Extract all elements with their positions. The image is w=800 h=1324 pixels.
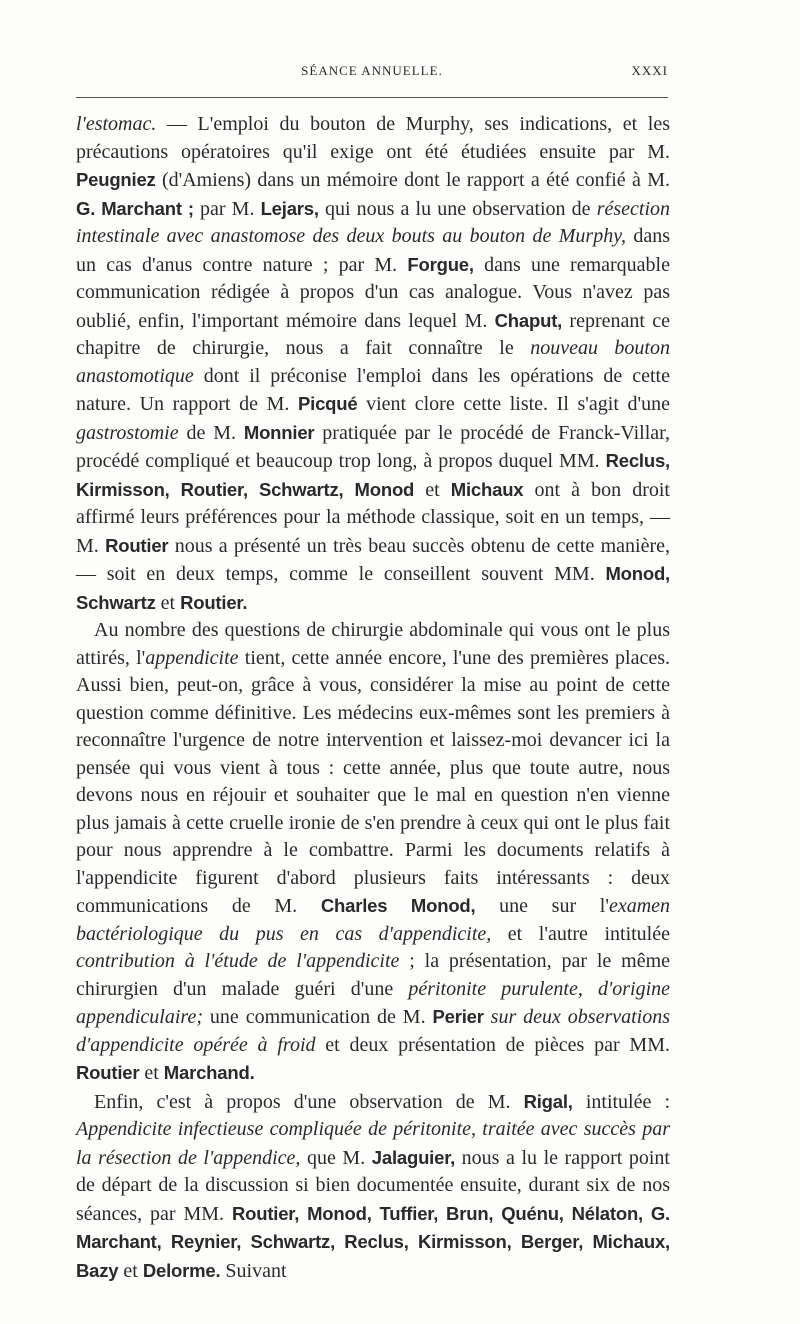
p2-s5: une sur l' [475, 895, 609, 917]
p2-s10: péritonite purulente, d'origine appendiculaire; [76, 977, 671, 1028]
p2-s12: Perier [432, 1006, 484, 1027]
p2-s2: appendicite [145, 646, 239, 669]
p3-s1: Enfin, c'est à propos d'une observation de M. [94, 1090, 524, 1113]
p2-s16: Routier [76, 1062, 140, 1083]
p1-s24: et [414, 478, 451, 501]
p1-s1: l'estomac. [76, 113, 157, 135]
p2-s6: examen bactériologique du pus en cas d'appendicite, [76, 895, 671, 945]
p2-s4: Charles Monod, [320, 895, 476, 916]
p1-s4: (d'Amiens) dans un mémoire dont le rapport a été confié à M. [155, 169, 670, 191]
p1-s22: pratiquée par le procédé de Franck-Villar, procédé compliqué et beaucoup trop long, à propos duquel MM. [76, 421, 670, 472]
running-title: SÉANCE ANNUELLE. [301, 63, 443, 78]
p1-s25: Michaux [450, 478, 524, 500]
p1-s3: Peugniez [76, 169, 156, 190]
header-rule [76, 97, 668, 98]
p2-s8: contribution à l'étude de l'appendicite [76, 950, 400, 972]
p3-s9: et [118, 1259, 143, 1282]
paragraph-3 [76, 1088, 670, 1286]
p1-s20: de M. [178, 421, 244, 444]
page-number: XXXI [631, 63, 668, 78]
p1-s2: — L'emploi du bouton de Murphy, ses indications, et les précautions opératoires qu'il exige ont été étudiées ensuite par M. [76, 113, 670, 163]
p2-s18: Marchand. [163, 1062, 255, 1083]
paragraph-2 [76, 617, 670, 1088]
paragraph-1 [76, 111, 670, 617]
p2-s14: sur deux observations d'appendicite opérée à froid [76, 1006, 670, 1056]
p1-s9: résection intestinale avec anastomose des deux bouts au bouton de Murphy, [76, 197, 670, 247]
p3-s2: Rigal, [523, 1090, 573, 1112]
p3-s8: Routier, Monod, Tuffier, Brun, Quénu, Nélaton, G. Marchant, Reynier, Schwartz, Reclus, Kirmisson, Berger, Michaux, Bazy [76, 1202, 670, 1281]
p3-s10: Delorme. [142, 1259, 221, 1281]
p1-s16: dont il préconise l'emploi dans les opérations de cette nature. Un rapport de M. [76, 364, 670, 415]
p1-s19: gastrostomie [76, 421, 179, 444]
p3-s3: intitulée : [572, 1090, 671, 1113]
p1-s31: Routier. [180, 591, 248, 613]
p1-s30: et [155, 591, 181, 614]
p1-s21: Monnier [243, 421, 315, 443]
p1-s12: dans une remarquable communication rédigée à propos d'un cas analogue. Vous n'avez pas oublié, enfin, l'important mémoire dans lequel M. [76, 253, 670, 332]
p1-s7: Lejars, [260, 197, 319, 219]
p1-s10: dans un cas d'anus contre nature ; par M. [76, 225, 670, 276]
p1-s23: Reclus, Kirmisson, Routier, Schwartz, Monod [76, 450, 670, 500]
body-text [76, 111, 670, 1285]
p2-s9: ; la présentation, par le même chirurgien d'un malade guéri d'une [76, 950, 671, 1000]
p3-s5: que M. [300, 1146, 372, 1169]
p1-s8: qui nous a lu une observation de [318, 197, 597, 220]
p2-s7: et l'autre intitulée [491, 922, 670, 945]
p2-s11: une communication de M. [203, 1006, 433, 1028]
p1-s17: Picqué [298, 393, 358, 414]
p1-s5: G. Marchant ; [76, 197, 194, 219]
p1-s18: vient clore cette liste. Il s'agit d'une [357, 393, 671, 415]
p2-s1: Au nombre des questions de chirurgie abdominale qui vous ont le plus attirés, l' [76, 619, 670, 669]
running-header [76, 63, 668, 83]
p3-s6: Jalaguier, [371, 1146, 456, 1168]
p3-s11: Suivant [220, 1259, 287, 1282]
p1-s14: reprenant ce chapitre de chirurgie, nous a fait connaître le [76, 309, 670, 359]
p1-s27: Routier [105, 534, 169, 556]
p1-s26: ont à bon droit affirmé leurs préférences pour la méthode classique, soit en un temps, — M. [76, 478, 670, 557]
p1-s28: nous a présenté un très beau succès obtenu de cette manière, — soit en deux temps, comme le conseillent souvent MM. [76, 534, 670, 585]
p2-s17: et [139, 1062, 164, 1084]
p1-s15: nouveau bouton anastomotique [76, 337, 670, 387]
p3-s4: Appendicite infectieuse compliquée de péritonite, traitée avec succès par la résection de l'appendice, [76, 1118, 670, 1169]
p2-s3: tient, cette année encore, l'une des premières places. Aussi bien, peut-on, grâce à vous, considérer la mise au point de cette question comme définitive. Les médecins eux-mêmes sont les premiers à reconnaître l'urgence de notre intervention et laissez-moi devancer ici la pensée qui vous vient à tous : cette année, plus que toute autre, nous devons nous en réjouir et souhaiter que le mal en question n'en vienne plus jamais à cette cruelle ironie de s'en prendre à ceux qui ont le plus fait pour nous apprendre à le combattre. Parmi les documents relatifs à l'appendicite figurent d'abord plusieurs faits intéressants : deux communications de M. [76, 646, 670, 917]
p2-s13 [484, 1006, 491, 1028]
p2-s15: et deux présentation de pièces par MM. [315, 1033, 670, 1056]
p1-s13: Chaput, [494, 309, 563, 331]
p1-s29: Monod, Schwartz [76, 563, 670, 613]
p1-s11: Forgue, [407, 253, 474, 275]
p1-s6: par M. [193, 197, 261, 220]
p3-s7: nous a lu le rapport point de départ de la discussion si bien documentée ensuite, durant six de nos séances, par MM. [76, 1146, 670, 1225]
